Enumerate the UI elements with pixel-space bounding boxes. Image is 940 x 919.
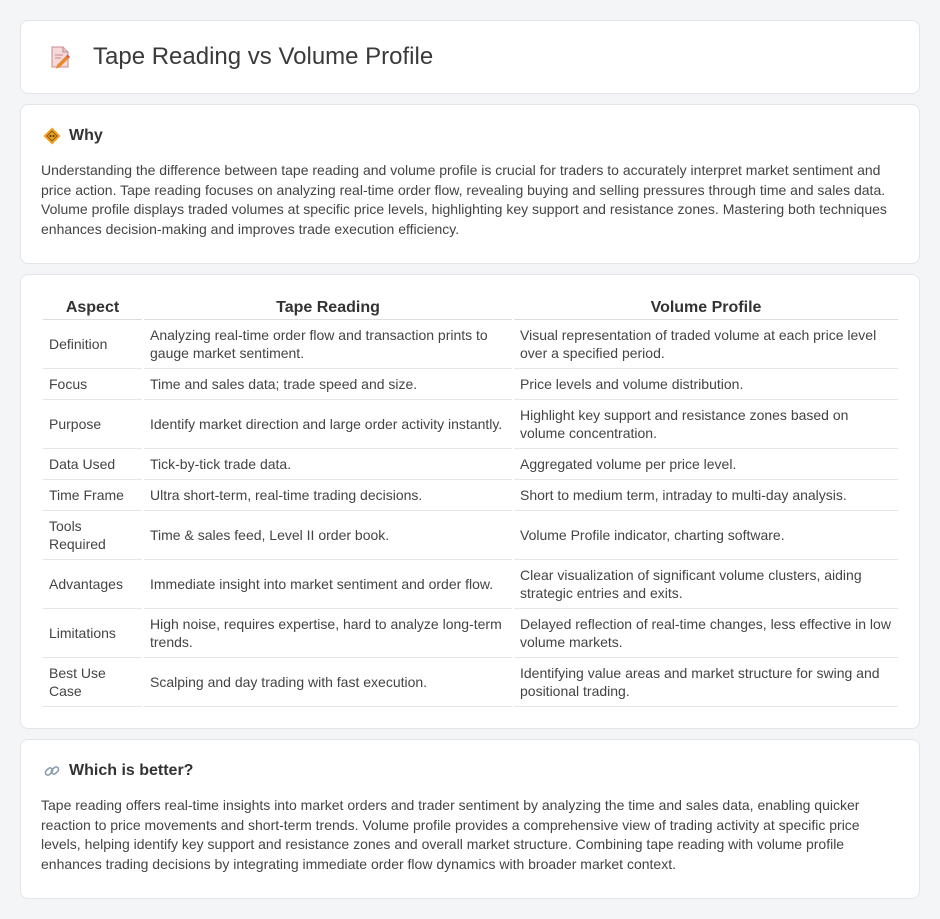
aspect-cell: Definition [43,319,143,368]
aspect-cell: Purpose [43,399,143,448]
table-row [43,399,898,448]
diamond-sign-icon [43,127,61,145]
header-volume-profile: Volume Profile [513,297,898,319]
table-row [43,608,898,657]
table-row [43,368,898,399]
table-header-row [43,297,898,319]
tape-cell: Scalping and day trading with fast execution. [143,657,513,706]
volume-cell: Aggregated volume per price level. [513,448,898,479]
why-heading: Why [69,127,103,144]
document-pencil-icon [47,44,73,70]
tape-cell: Ultra short-term, real-time trading decisions. [143,479,513,510]
better-body: Tape reading offers real-time insights into market orders and trader sentiment by analyzing the time and sales data, enabling quicker reaction to price movements and short-term trends. Volume profile provides a comprehensive view of trading activity at specific price levels, helping identify key support and resistance zones and overall market structure. Combining tape reading with volume profile enhances trading decisions by integrating immediate order flow dynamics with broader market context. [41,797,860,872]
tape-cell: Time and sales data; trade speed and size. [143,368,513,399]
volume-cell: Clear visualization of significant volume clusters, aiding strategic entries and exits. [513,559,898,608]
aspect-cell: Advantages [43,559,143,608]
aspect-cell: Time Frame [43,479,143,510]
title-card [20,20,920,94]
why-section [20,104,920,264]
aspect-cell: Data Used [43,448,143,479]
comparison-table [43,297,898,707]
volume-cell: Identifying value areas and market structure for swing and positional trading. [513,657,898,706]
tape-cell: High noise, requires expertise, hard to analyze long-term trends. [143,608,513,657]
page-title: Tape Reading vs Volume Profile [93,43,434,70]
volume-cell: Visual representation of traded volume at each price level over a specified period. [513,319,898,368]
link-icon [43,762,61,780]
volume-cell: Volume Profile indicator, charting software. [513,510,898,559]
tape-cell: Analyzing real-time order flow and transaction prints to gauge market sentiment. [143,319,513,368]
aspect-cell: Tools Required [43,510,143,559]
volume-cell: Price levels and volume distribution. [513,368,898,399]
table-row [43,479,898,510]
better-heading: Which is better? [69,762,194,779]
table-row [43,319,898,368]
table-row [43,448,898,479]
aspect-cell: Focus [43,368,143,399]
comparison-card [20,274,920,729]
tape-cell: Tick-by-tick trade data. [143,448,513,479]
which-is-better-section [20,739,920,899]
tape-cell: Time & sales feed, Level II order book. [143,510,513,559]
tape-cell: Immediate insight into market sentiment and order flow. [143,559,513,608]
header-tape-reading: Tape Reading [143,297,513,319]
aspect-cell: Best Use Case [43,657,143,706]
tape-cell: Identify market direction and large order activity instantly. [143,399,513,448]
table-row [43,559,898,608]
table-row [43,657,898,706]
volume-cell: Highlight key support and resistance zones based on volume concentration. [513,399,898,448]
why-body: Understanding the difference between tape reading and volume profile is crucial for traders to accurately interpret market sentiment and price action. Tape reading focuses on analyzing real-time order flow, revealing buying and selling pressures through time and sales data. Volume profile displays traded volumes at specific price levels, highlighting key support and resistance zones. Mastering both techniques enhances decision-making and improves trade execution efficiency. [41,162,887,237]
header-aspect: Aspect [43,297,143,319]
table-row [43,510,898,559]
aspect-cell: Limitations [43,608,143,657]
volume-cell: Delayed reflection of real-time changes, less effective in low volume markets. [513,608,898,657]
volume-cell: Short to medium term, intraday to multi-day analysis. [513,479,898,510]
